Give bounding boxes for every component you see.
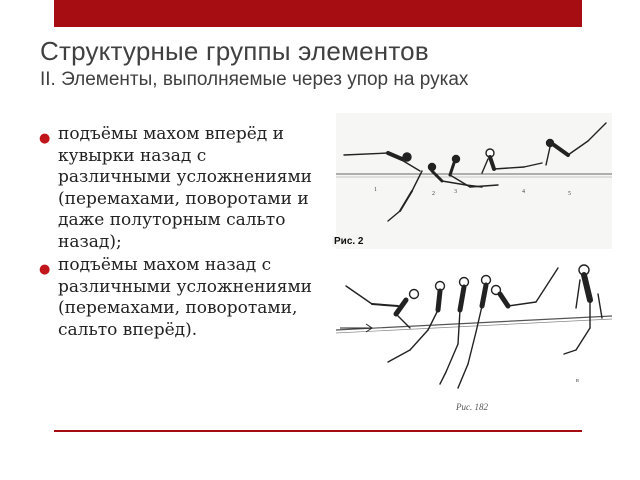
title-main: Структурные группы элементов xyxy=(40,36,429,66)
bullet-item xyxy=(38,124,320,253)
figure-bottom-illustration xyxy=(336,258,612,414)
bottom-accent-line xyxy=(54,430,582,432)
figure-top-number: 5 xyxy=(568,191,571,197)
figure-top-caption: Рис. 2 xyxy=(334,236,364,247)
bullet-text: подъёмы махом назад с различными усложнениями (перемахами, поворотами, сальто вперёд). xyxy=(58,255,313,340)
figure-top-number: 1 xyxy=(374,187,377,193)
figure-top-number: 2 xyxy=(432,191,435,197)
figure-bottom-caption: Рис. 182 xyxy=(456,402,488,412)
figure-top-number: 3 xyxy=(454,189,457,195)
bullet-text: подъёмы махом вперёд и кувырки назад с различными усложнениями (перемахами, поворотами и даже полуторным сальто назад); xyxy=(58,124,313,252)
figure-bottom-drawing xyxy=(336,258,612,414)
bullet-dot-icon: ● xyxy=(39,262,51,277)
figure-top-drawing xyxy=(336,113,612,249)
bullet-item xyxy=(38,255,320,341)
bullet-list xyxy=(38,124,320,343)
title-subtitle: II. Элементы, выполняемые через упор на руках xyxy=(40,69,469,90)
figure-top-illustration xyxy=(336,113,612,249)
slide-title xyxy=(40,36,620,92)
top-accent-bar xyxy=(54,0,582,27)
figure-top-number: 4 xyxy=(522,189,525,195)
bullet-dot-icon: ● xyxy=(39,131,51,146)
figure-bottom-letter: в xyxy=(576,378,579,384)
